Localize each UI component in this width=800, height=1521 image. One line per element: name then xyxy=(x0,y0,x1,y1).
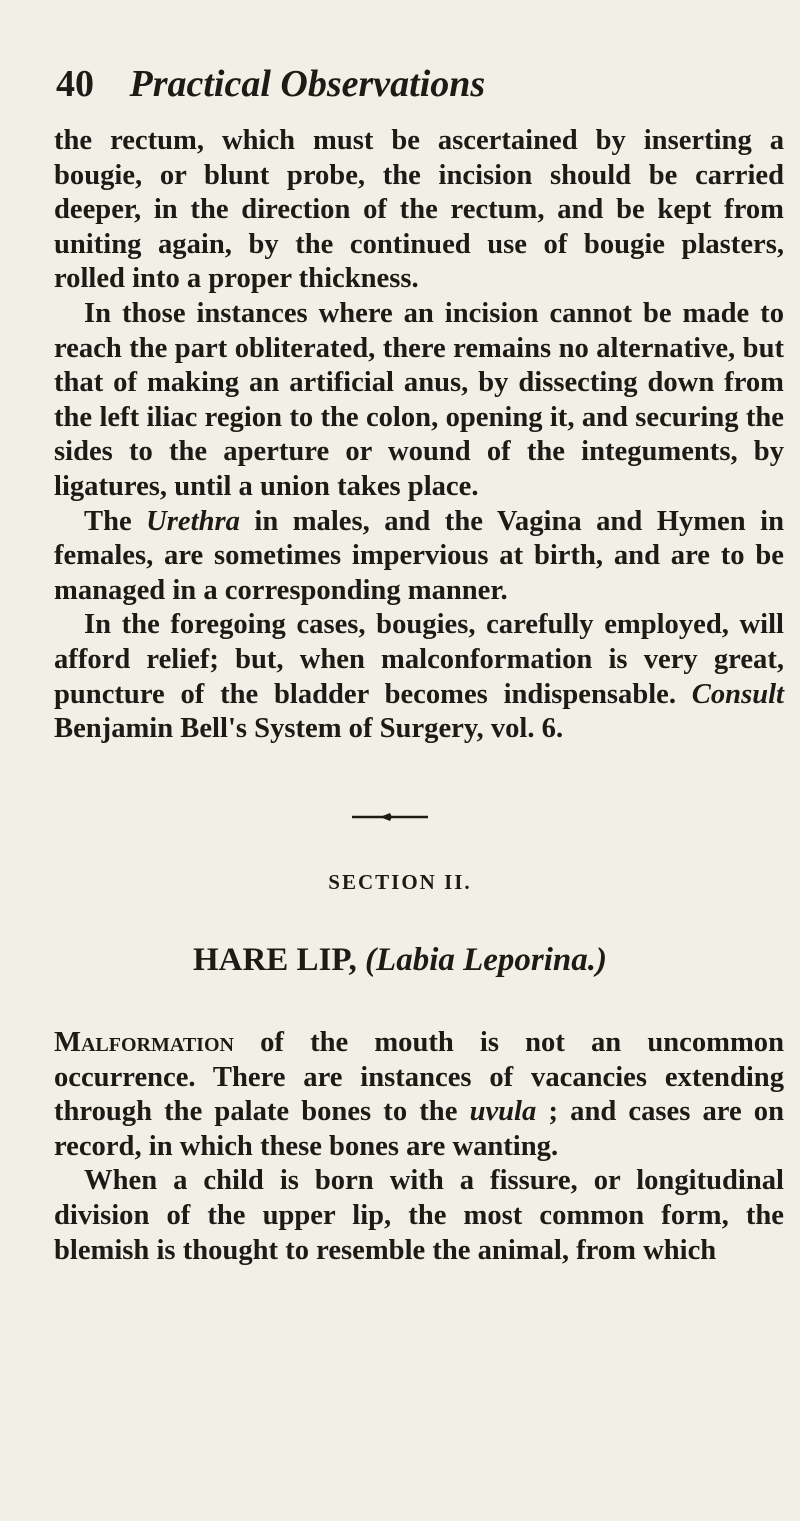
paragraph-urethra xyxy=(54,505,784,609)
running-title: Practical Observations xyxy=(129,63,486,105)
paragraph-malformation xyxy=(54,1026,784,1164)
consult-term: Consult xyxy=(691,678,784,710)
urethra-term: Urethra xyxy=(146,505,240,537)
paragraph-fissure: When a child is born with a fissure, or longitudinal division of the upper lip, the most common form, the blemish is thought to resemble the animal, from which xyxy=(54,1165,784,1266)
text-run: The xyxy=(84,505,147,537)
section-label: SECTION II. xyxy=(328,870,472,894)
paragraph-artificial-anus: In those instances where an incision cannot be made to reach the part obliterated, there remains no alternative, but that of making an artificial anus, by dissecting down from the left iliac region to the colon, opening it, and securing the sides to the aperture or wound of the integuments, by ligatures, until a union takes place. xyxy=(54,297,784,502)
paragraph-continued: the rectum, which must be ascertained by inserting a bougie, or blunt probe, the incision should be carried deeper, in the direction of the rectum, and be kept from uniting again, by the continued use of bougie plasters, rolled into a proper thickness. xyxy=(54,125,784,295)
page-number: 40 xyxy=(56,63,94,105)
text-run: of the mouth is not an uncommon occurrence. There are instances of vacancies extending through the palate bones to the xyxy=(54,1027,784,1128)
section-two-text xyxy=(54,1026,784,1268)
section-one-text xyxy=(54,124,784,747)
title-latin: (Labia Leporina.) xyxy=(365,942,608,978)
text-run: in males, and the Vagina and Hymen in females, are sometimes impervious at birth, and are to be managed in a corresponding manner. xyxy=(54,505,784,606)
uvula-term: uvula xyxy=(469,1096,537,1128)
section-title xyxy=(0,942,800,979)
paragraph-bougies xyxy=(54,608,784,746)
title-main: HARE LIP, xyxy=(192,942,366,978)
text-run: In the foregoing cases, bougies, carefully employed, will afford relief; but, when malconformation is very great, puncture of the bladder becomes indispensable. xyxy=(54,609,784,710)
lead-word: Malformation xyxy=(54,1027,234,1058)
text-run: ; and cases are on record, in which these bones are wanting. xyxy=(54,1096,785,1162)
running-head xyxy=(56,62,485,106)
text-run: Benjamin Bell's System of Surgery, vol. 6. xyxy=(54,713,564,745)
ornamental-divider xyxy=(350,812,430,822)
